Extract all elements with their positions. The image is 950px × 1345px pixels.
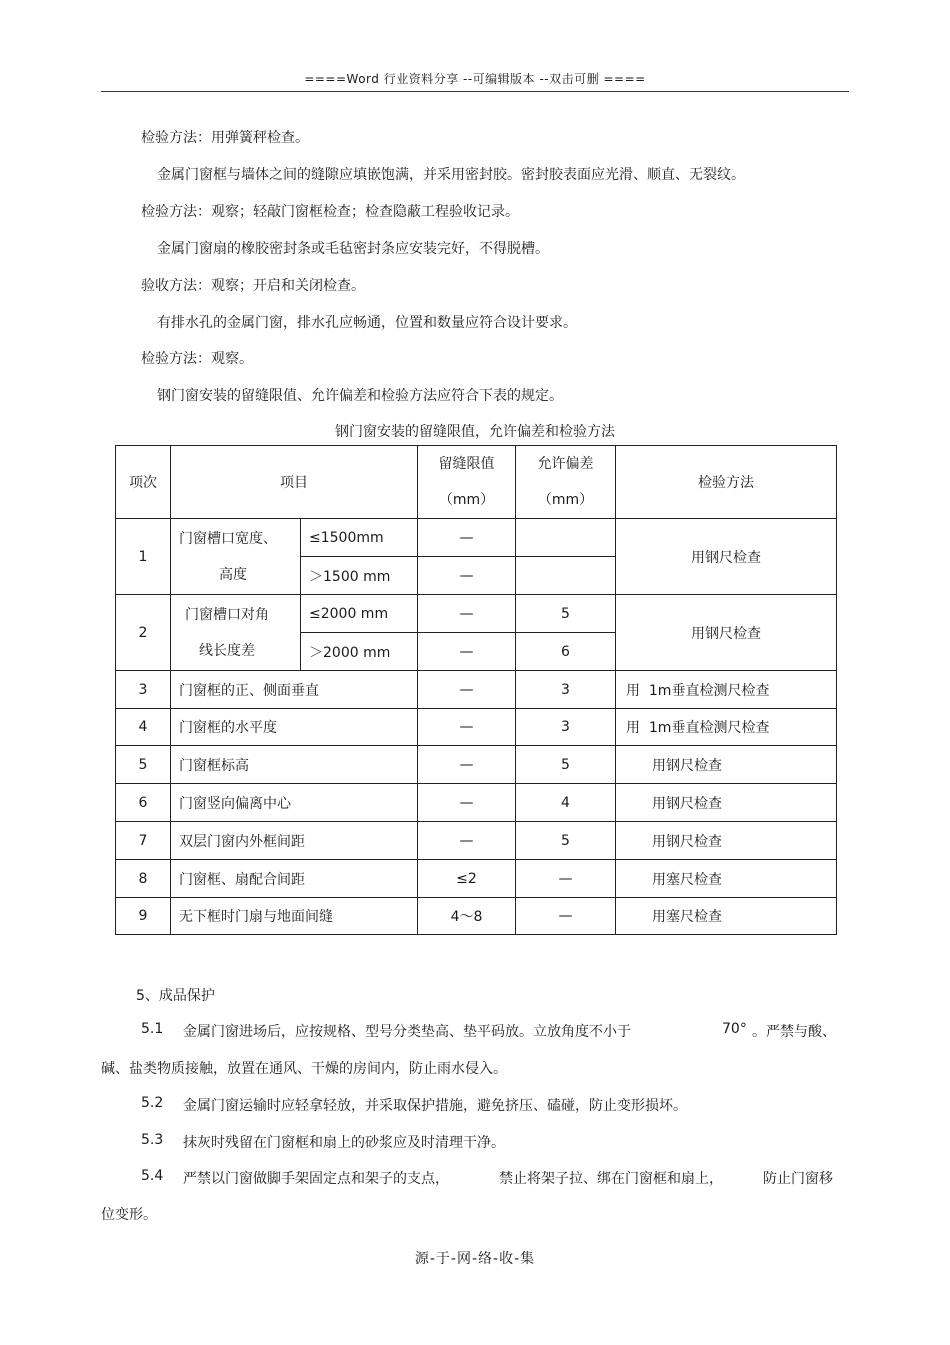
header-method: 检验方法 (616, 446, 837, 519)
clause-5-1-text-end: 。严禁与酸、 (752, 1024, 836, 1040)
row-index: 8 (116, 860, 171, 898)
clause-5-1-number: 5.1 (141, 1021, 164, 1037)
row-item: 门窗竖向偏离中心 (171, 784, 418, 822)
row-index: 6 (116, 784, 171, 822)
row-index: 1 (116, 519, 171, 595)
row-subitem: ≤1500mm (301, 519, 418, 557)
table-row (116, 822, 837, 860)
row-gap-limit: — (418, 633, 516, 671)
row-tolerance (516, 557, 616, 595)
row-tolerance: 5 (516, 746, 616, 784)
clause-5-1-text: 金属门窗进场后，应按规格、型号分类垫高、垫平码放。立放角度不小于 (183, 1024, 631, 1040)
row-index: 2 (116, 595, 171, 671)
table-row (116, 746, 837, 784)
header-tolerance: 允许偏差 （mm） (516, 446, 616, 519)
row-method: 用 1m垂直检测尺检查 (616, 671, 837, 709)
paragraph-inspection-1: 检验方法：用弹簧秤检查。 (141, 130, 309, 146)
row-tolerance: 3 (516, 709, 616, 746)
row-tolerance: 4 (516, 784, 616, 822)
row-gap-limit: — (418, 557, 516, 595)
row-item: 门窗框的水平度 (171, 709, 418, 746)
row-method: 用塞尺检查 (616, 860, 837, 898)
row-gap-limit: — (418, 709, 516, 746)
paragraph-drain-holes: 有排水孔的金属门窗，排水孔应畅通，位置和数量应符合设计要求。 (157, 315, 577, 331)
header-gap-limit: 留缝限值 （mm） (418, 446, 516, 519)
clause-5-3-text: 抹灰时残留在门窗框和扇上的砂浆应及时清理干净。 (183, 1135, 505, 1151)
table-row (116, 671, 837, 709)
row-subitem: ＞1500 mm (301, 557, 418, 595)
paragraph-table-intro: 钢门窗安装的留缝限值、允许偏差和检验方法应符合下表的规定。 (157, 388, 563, 404)
row-method: 用钢尺检查 (616, 784, 837, 822)
row-gap-limit: — (418, 671, 516, 709)
row-tolerance: 6 (516, 633, 616, 671)
row-tolerance: — (516, 860, 616, 898)
row-method: 用 1m垂直检测尺检查 (616, 709, 837, 746)
row-item: 无下框时门扇与地面间缝 (171, 898, 418, 935)
row-method: 用钢尺检查 (616, 746, 837, 784)
row-tolerance: 3 (516, 671, 616, 709)
row-item: 双层门窗内外框间距 (171, 822, 418, 860)
clause-5-2-number: 5.2 (141, 1095, 164, 1111)
clause-5-4-number: 5.4 (141, 1168, 164, 1184)
table-row (116, 784, 837, 822)
page-header: ====Word 行业资料分享 --可编辑版本 --双击可删 ==== (304, 72, 646, 86)
table-row (116, 860, 837, 898)
page-footer: 源-于-网-络-收-集 (414, 1251, 536, 1267)
row-subitem: ＞2000 mm (301, 633, 418, 671)
row-tolerance: 5 (516, 595, 616, 633)
table-row (116, 709, 837, 746)
clause-5-1-continued: 碱、盐类物质接触，放置在通风、干燥的房间内，防止雨水侵入。 (101, 1061, 507, 1077)
clause-5-4-text: 严禁以门窗做脚手架固定点和架子的支点， (183, 1171, 449, 1187)
row-index: 9 (116, 898, 171, 935)
row-gap-limit: ≤2 (418, 860, 516, 898)
row-method: 用钢尺检查 (616, 519, 837, 595)
row-gap-limit: — (418, 595, 516, 633)
table-header-row (116, 446, 837, 519)
row-gap-limit: — (418, 746, 516, 784)
clause-5-4-text-end: 防止门窗移 (763, 1171, 833, 1187)
paragraph-frame-gap: 金属门窗框与墙体之间的缝隙应填嵌饱满，并采用密封胶。密封胶表面应光滑、顺直、无裂纹。 (157, 167, 745, 183)
clause-5-4-continued: 位变形。 (101, 1207, 157, 1223)
header-divider (101, 91, 849, 92)
table-row (116, 519, 837, 557)
row-index: 4 (116, 709, 171, 746)
row-item: 门窗框标高 (171, 746, 418, 784)
paragraph-inspection-3: 检验方法：观察。 (141, 351, 253, 367)
row-method: 用钢尺检查 (616, 822, 837, 860)
row-index: 3 (116, 671, 171, 709)
table-row (116, 595, 837, 633)
clause-5-1-angle: 70° (722, 1021, 747, 1037)
row-index: 5 (116, 746, 171, 784)
row-tolerance (516, 519, 616, 557)
clause-5-4-text-mid: 禁止将架子拉、绑在门窗框和扇上， (499, 1171, 723, 1187)
row-tolerance: — (516, 898, 616, 935)
section-5-title: 5、成品保护 (136, 988, 215, 1004)
row-method: 用塞尺检查 (616, 898, 837, 935)
row-gap-limit: — (418, 784, 516, 822)
row-tolerance: 5 (516, 822, 616, 860)
row-method: 用钢尺检查 (616, 595, 837, 671)
header-index: 项次 (116, 446, 171, 519)
clause-5-3-number: 5.3 (141, 1132, 164, 1148)
row-gap-limit: — (418, 822, 516, 860)
paragraph-acceptance: 验收方法：观察；开启和关闭检查。 (141, 278, 365, 294)
row-item: 门窗框、扇配合间距 (171, 860, 418, 898)
clause-5-2-text: 金属门窗运输时应轻拿轻放，并采取保护措施，避免挤压、磕碰，防止变形损坏。 (183, 1098, 687, 1114)
row-item: 门窗槽口对角 线长度差 (171, 595, 301, 671)
paragraph-inspection-2: 检验方法：观察；轻敲门窗框检查；检查隐蔽工程验收记录。 (141, 204, 519, 220)
row-item: 门窗槽口宽度、 高度 (171, 519, 301, 595)
row-item: 门窗框的正、侧面垂直 (171, 671, 418, 709)
table-row (116, 898, 837, 935)
tolerance-table (115, 445, 837, 935)
row-subitem: ≤2000 mm (301, 595, 418, 633)
table-caption: 钢门窗安装的留缝限值，允许偏差和检验方法 (335, 424, 615, 440)
row-gap-limit: — (418, 519, 516, 557)
row-index: 7 (116, 822, 171, 860)
row-gap-limit: 4～8 (418, 898, 516, 935)
paragraph-sealing-strip: 金属门窗扇的橡胶密封条或毛毡密封条应安装完好，不得脱槽。 (157, 241, 549, 257)
header-item: 项目 (171, 446, 418, 519)
